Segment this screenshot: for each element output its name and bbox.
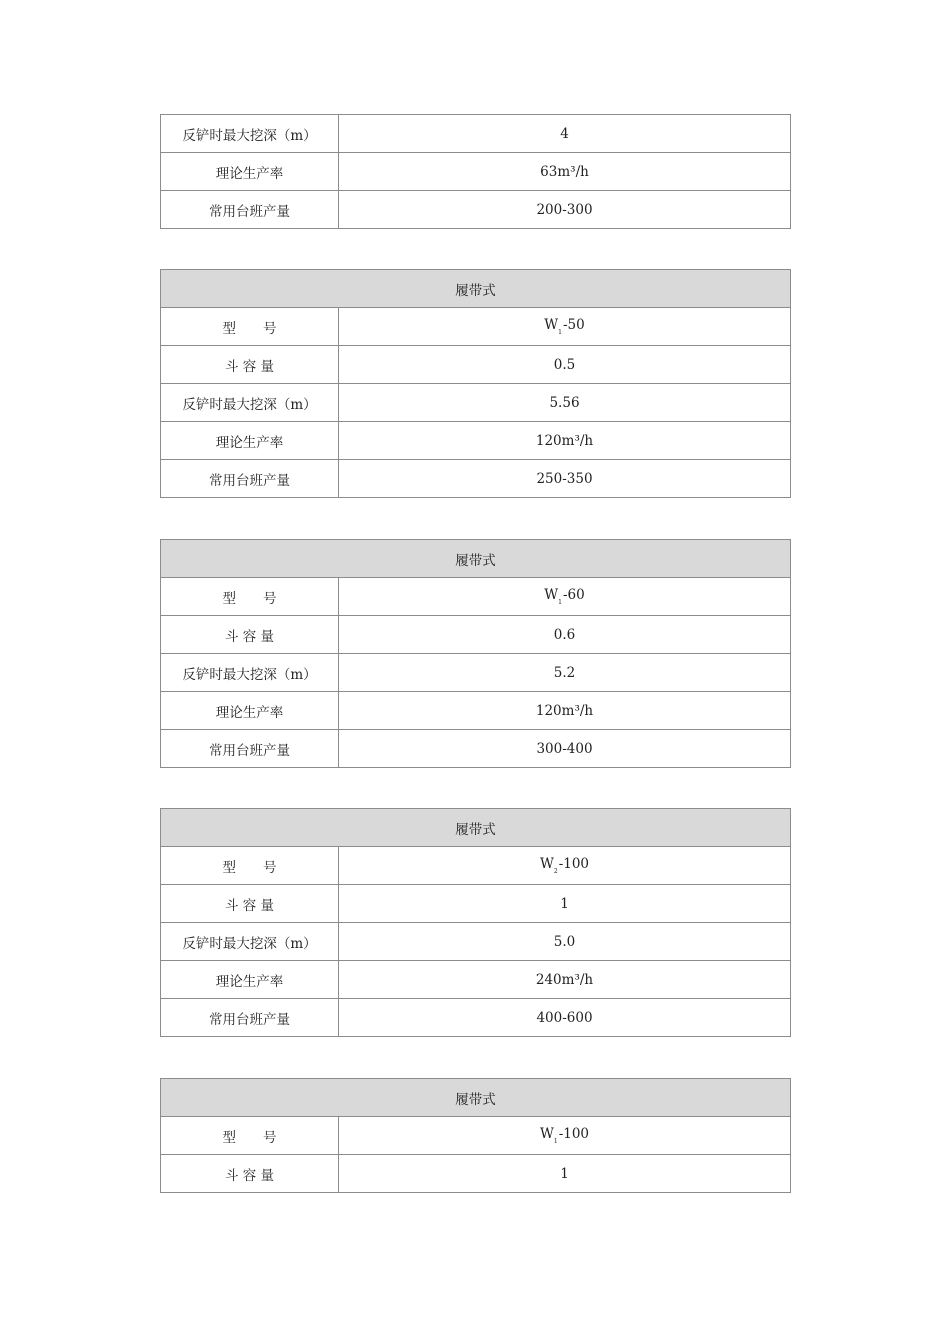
model-subscript: 1 xyxy=(558,599,562,606)
theoretical-productivity-label: 理论生产率 xyxy=(161,422,339,460)
table-row xyxy=(161,923,791,961)
table-row xyxy=(161,885,791,923)
model-prefix: W xyxy=(544,587,559,603)
max-dig-depth-label: 反铲时最大挖深（m） xyxy=(161,384,339,422)
model-value xyxy=(339,1117,791,1155)
model-label: 型 号 xyxy=(161,1117,339,1155)
max-dig-depth-label: 反铲时最大挖深（m） xyxy=(161,654,339,692)
theoretical-productivity-label: 理论生产率 xyxy=(161,153,339,191)
theoretical-productivity-value: 120m³/h xyxy=(339,692,791,730)
crawler-type-header: 履带式 xyxy=(161,809,791,847)
table-row xyxy=(161,961,791,999)
spec-table-3 xyxy=(160,539,791,768)
bucket-capacity-value: 0.6 xyxy=(339,616,791,654)
table-row xyxy=(161,654,791,692)
table-row xyxy=(161,308,791,346)
shift-output-value: 250-350 xyxy=(339,460,791,498)
max-dig-depth-value: 5.0 xyxy=(339,923,791,961)
shift-output-value: 400-600 xyxy=(339,999,791,1037)
model-label: 型 号 xyxy=(161,847,339,885)
spec-table-2 xyxy=(160,269,791,498)
table-header-row xyxy=(161,270,791,308)
model-subscript: 1 xyxy=(558,329,562,336)
max-dig-depth-value: 5.2 xyxy=(339,654,791,692)
shift-output-label: 常用台班产量 xyxy=(161,191,339,229)
model-value xyxy=(339,308,791,346)
bucket-capacity-label: 斗 容 量 xyxy=(161,885,339,923)
model-subscript: 1 xyxy=(553,1138,558,1145)
table-row xyxy=(161,460,791,498)
bucket-capacity-value: 1 xyxy=(339,1155,791,1193)
max-dig-depth-value: 4 xyxy=(339,115,791,153)
spec-table-4 xyxy=(160,808,791,1037)
theoretical-productivity-value: 120m³/h xyxy=(339,422,791,460)
crawler-type-header: 履带式 xyxy=(161,540,791,578)
table-row xyxy=(161,422,791,460)
bucket-capacity-label: 斗 容 量 xyxy=(161,346,339,384)
table-row xyxy=(161,730,791,768)
bucket-capacity-value: 1 xyxy=(339,885,791,923)
spec-table-1 xyxy=(160,114,791,229)
theoretical-productivity-label: 理论生产率 xyxy=(161,692,339,730)
shift-output-label: 常用台班产量 xyxy=(161,460,339,498)
table-row xyxy=(161,999,791,1037)
model-prefix: W xyxy=(539,856,554,872)
table-row xyxy=(161,1117,791,1155)
bucket-capacity-label: 斗 容 量 xyxy=(161,616,339,654)
max-dig-depth-label: 反铲时最大挖深（m） xyxy=(161,115,339,153)
table-row xyxy=(161,346,791,384)
crawler-type-header: 履带式 xyxy=(161,1079,791,1117)
shift-output-label: 常用台班产量 xyxy=(161,999,339,1037)
model-suffix: -100 xyxy=(558,1126,590,1142)
bucket-capacity-label: 斗 容 量 xyxy=(161,1155,339,1193)
table-row xyxy=(161,847,791,885)
table-row xyxy=(161,191,791,229)
crawler-type-header: 履带式 xyxy=(161,270,791,308)
model-value xyxy=(339,847,791,885)
table-row xyxy=(161,115,791,153)
table-row xyxy=(161,1155,791,1193)
shift-output-value: 300-400 xyxy=(339,730,791,768)
table-row xyxy=(161,384,791,422)
max-dig-depth-value: 5.56 xyxy=(339,384,791,422)
table-header-row xyxy=(161,1079,791,1117)
model-prefix: W xyxy=(539,1126,554,1142)
model-label: 型 号 xyxy=(161,308,339,346)
model-subscript: 2 xyxy=(553,868,558,875)
model-suffix: -60 xyxy=(562,587,585,603)
theoretical-productivity-value: 63m³/h xyxy=(339,153,791,191)
shift-output-label: 常用台班产量 xyxy=(161,730,339,768)
table-row xyxy=(161,692,791,730)
table-header-row xyxy=(161,540,791,578)
table-row xyxy=(161,616,791,654)
model-value xyxy=(339,578,791,616)
model-suffix: -100 xyxy=(558,856,590,872)
table-row xyxy=(161,153,791,191)
theoretical-productivity-value: 240m³/h xyxy=(339,961,791,999)
shift-output-value: 200-300 xyxy=(339,191,791,229)
model-suffix: -50 xyxy=(562,317,585,333)
model-prefix: W xyxy=(544,317,559,333)
spec-table-5 xyxy=(160,1078,791,1193)
table-row xyxy=(161,578,791,616)
theoretical-productivity-label: 理论生产率 xyxy=(161,961,339,999)
max-dig-depth-label: 反铲时最大挖深（m） xyxy=(161,923,339,961)
bucket-capacity-value: 0.5 xyxy=(339,346,791,384)
table-header-row xyxy=(161,809,791,847)
model-label: 型 号 xyxy=(161,578,339,616)
